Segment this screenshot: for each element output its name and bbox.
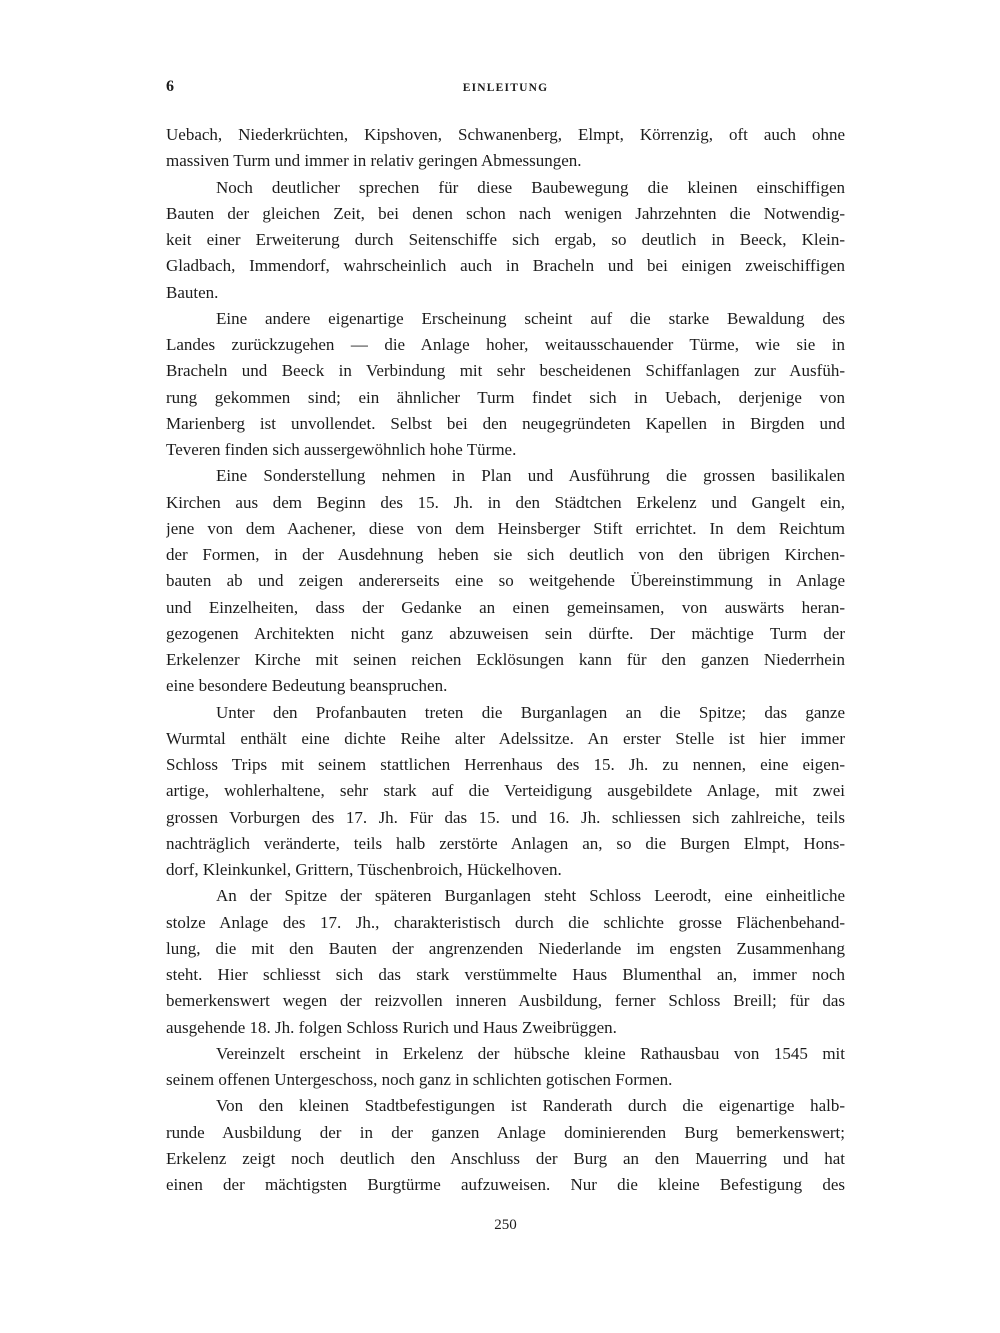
text-line: rung gekommen sind; ein ähnlicher Turm findet sich in Uebach, derjenige von <box>166 387 845 407</box>
text-line: grossen Vorburgen des 17. Jh. Für das 15. und 16. Jh. schliessen sich zahlreiche, teils <box>166 807 845 827</box>
text-line: Wurmtal enthält eine dichte Reihe alter Adelssitze. An erster Stelle ist hier immer <box>166 728 845 748</box>
text-line: lung, die mit den Bauten der angrenzenden Niederlande im engsten Zusammenhang <box>166 938 845 958</box>
text-line: bauten ab und zeigen andererseits eine so weitgehende Übereinstimmung in Anlage <box>166 571 845 591</box>
text-line: massiven Turm und immer in relativ geringen Abmessungen. <box>166 151 582 171</box>
paragraph <box>166 122 845 175</box>
text-line: Erkelenz zeigt noch deutlich den Anschluss der Burg an den Mauerring und hat <box>166 1148 845 1168</box>
text-line: Von den kleinen Stadtbefestigungen ist Randerath durch die eigenartige halb- <box>216 1096 845 1116</box>
page-number: 6 <box>166 78 174 95</box>
text-line: ausgehende 18. Jh. folgen Schloss Rurich und Haus Zweibrüggen. <box>166 1017 617 1037</box>
text-line: Eine andere eigenartige Erscheinung scheint auf die starke Bewaldung des <box>216 308 845 328</box>
paragraph <box>166 1093 845 1198</box>
text-line: gezogenen Architekten nicht ganz abzuweisen sein dürfte. Der mächtige Turm der <box>166 623 845 643</box>
text-line: Gladbach, Immendorf, wahrscheinlich auch in Bracheln und bei einigen zweischiffigen <box>166 256 845 276</box>
body-text <box>166 122 845 1198</box>
text-line: artige, wohlerhaltene, sehr stark auf die Verteidigung ausgebildete Anlage, mit zwei <box>166 781 845 801</box>
text-line: seinem offenen Untergeschoss, noch ganz in schlichten gotischen Formen. <box>166 1070 673 1089</box>
text-line: Erkelenzer Kirche mit seinen reichen Ecklösungen kann für den ganzen Niederrhein <box>166 650 845 669</box>
text-line: Vereinzelt erscheint in Erkelenz der hübsche kleine Rathausbau von 1545 mit <box>216 1043 845 1063</box>
text-line: An der Spitze der späteren Burganlagen steht Schloss Leerodt, eine einheitliche <box>216 886 845 906</box>
text-line: steht. Hier schliesst sich das stark verstümmelte Haus Blumenthal an, immer noch <box>166 965 845 984</box>
running-header: EINLEITUNG <box>462 82 549 94</box>
text-line: jene von dem Aachener, diese von dem Heinsberger Stift errichtet. In dem Reichtum <box>166 518 845 538</box>
text-line: Uebach, Niederkrüchten, Kipshoven, Schwanenberg, Elmpt, Körrenzig, oft auch ohne <box>166 125 845 144</box>
paragraph <box>166 175 845 306</box>
text-line: stolze Anlage des 17. Jh., charakteristisch durch die schlichte grosse Flächenbehand- <box>166 912 845 932</box>
text-line: eine besondere Bedeutung beanspruchen. <box>166 676 448 696</box>
text-line: und Einzelheiten, dass der Gedanke an einen gemeinsamen, von auswärts heran- <box>166 597 845 617</box>
text-line: der Formen, in der Ausdehnung heben sie sich deutlich von den übrigen Kirchen- <box>166 545 845 564</box>
text-line: keit einer Erweiterung durch Seitenschiffe sich ergab, so deutlich in Beeck, Klein- <box>166 230 845 249</box>
paragraph <box>166 700 845 884</box>
paragraph <box>166 1041 845 1094</box>
text-line: Marienberg ist unvollendet. Selbst bei den neugegründeten Kapellen in Birgden und <box>166 413 845 433</box>
text-line: Bauten. <box>166 282 219 302</box>
paragraph <box>166 883 845 1041</box>
text-line: Noch deutlicher sprechen für diese Baubewegung die kleinen einschiffigen <box>216 177 845 197</box>
text-line: bemerkenswert wegen der reizvollen inneren Ausbildung, ferner Schloss Breill; für das <box>166 991 845 1011</box>
signature-mark: 250 <box>494 1217 517 1233</box>
text-line: Teveren finden sich aussergewöhnlich hohe Türme. <box>166 440 517 459</box>
text-line: Schloss Trips mit seinem stattlichen Herrenhaus des 15. Jh. zu nennen, eine eigen- <box>166 755 845 774</box>
text-line: nachträglich veränderte, teils halb zerstörte Anlagen an, so die Burgen Elmpt, Hons- <box>166 833 845 853</box>
paragraph <box>166 306 845 464</box>
paragraph <box>166 463 845 699</box>
text-line: dorf, Kleinkunkel, Grittern, Tüschenbroich, Hückelhoven. <box>166 860 562 879</box>
text-line: einen der mächtigsten Burgtürme aufzuweisen. Nur die kleine Befestigung des <box>166 1175 845 1194</box>
text-line: Eine Sonderstellung nehmen in Plan und Ausführung die grossen basilikalen <box>216 466 845 486</box>
text-line: Bauten der gleichen Zeit, bei denen schon nach wenigen Jahrzehnten die Notwendig- <box>166 203 845 223</box>
text-line: Kirchen aus dem Beginn des 15. Jh. in den Städtchen Erkelenz und Gangelt ein, <box>166 492 845 512</box>
text-line: Landes zurückzugehen — die Anlage hoher, weitausschauender Türme, wie sie in <box>166 335 845 354</box>
text-line: Unter den Profanbauten treten die Burganlagen an die Spitze; das ganze <box>216 702 845 722</box>
text-line: Bracheln und Beeck in Verbindung mit sehr bescheidenen Schiffanlagen zur Ausfüh- <box>166 361 845 381</box>
text-line: runde Ausbildung der in der ganzen Anlage dominierenden Burg bemerkenswert; <box>166 1122 845 1142</box>
